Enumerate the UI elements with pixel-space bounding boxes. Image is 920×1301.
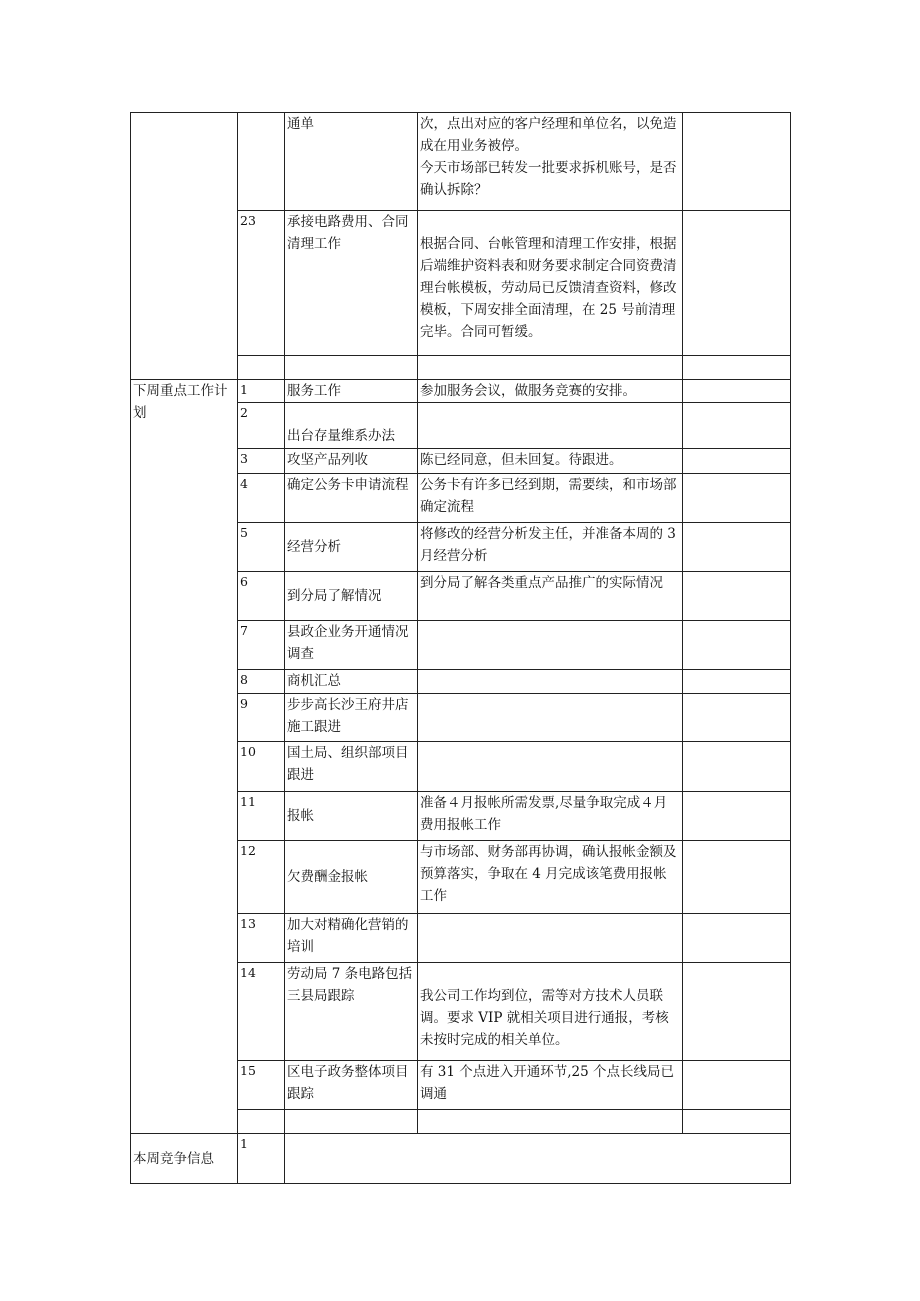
- item-name: 国土局、组织部项目跟进: [285, 742, 418, 792]
- item-remarks: [683, 914, 791, 963]
- item-remarks: [683, 1061, 791, 1110]
- item-remarks: [683, 621, 791, 670]
- item-name: 劳动局 7 条电路包括三县局跟踪: [285, 963, 418, 1061]
- item-description: 陈已经同意，但未回复。待跟进。: [418, 449, 683, 474]
- item-description: [418, 403, 683, 449]
- weekly-report-table: [130, 112, 791, 1184]
- item-name: 确定公务卡申请流程: [285, 474, 418, 523]
- item-number: 11: [238, 792, 285, 841]
- item-name: 通单: [285, 113, 418, 211]
- item-description: [418, 694, 683, 742]
- item-number: 10: [238, 742, 285, 792]
- item-remarks: [683, 113, 791, 211]
- item-description: 到分局了解各类重点产品推广的实际情况: [418, 572, 683, 621]
- item-remarks: [683, 403, 791, 449]
- item-number: 15: [238, 1061, 285, 1110]
- item-description: 参加服务会议，做服务竞赛的安排。: [418, 380, 683, 403]
- item-number: 3: [238, 449, 285, 474]
- item-remarks: [683, 670, 791, 694]
- item-name: 步步高长沙王府井店施工跟进: [285, 694, 418, 742]
- item-remarks: [683, 572, 791, 621]
- item-name: 出台存量维系办法: [285, 403, 418, 449]
- item-name: 承接电路费用、合同清理工作: [285, 211, 418, 356]
- item-description: 我公司工作均到位，需等对方技术人员联调。要求 VIP 就相关项目进行通报，考核未按时完成的相关单位。: [418, 963, 683, 1061]
- item-remarks: [683, 742, 791, 792]
- competition-content: [285, 1134, 791, 1184]
- section-label-next-week: 下周重点工作计划: [131, 380, 238, 1134]
- item-name: 区电子政务整体项目跟踪: [285, 1061, 418, 1110]
- item-name: 欠费酬金报帐: [285, 841, 418, 914]
- item-number: 6: [238, 572, 285, 621]
- item-description: 准备４月报帐所需发票,尽量争取完成４月费用报帐工作: [418, 792, 683, 841]
- item-description: 与市场部、财务部再协调，确认报帐金额及预算落实，争取在 4 月完成该笔费用报帐工作: [418, 841, 683, 914]
- item-remarks: [683, 963, 791, 1061]
- item-description: [418, 621, 683, 670]
- section-label-competition: 本周竞争信息: [131, 1134, 238, 1184]
- item-description: [418, 914, 683, 963]
- item-name: 商机汇总: [285, 670, 418, 694]
- item-number: 8: [238, 670, 285, 694]
- table-row: [131, 113, 791, 211]
- item-remarks: [683, 380, 791, 403]
- item-number: [238, 113, 285, 211]
- item-name: 服务工作: [285, 380, 418, 403]
- item-number: 1: [238, 380, 285, 403]
- item-name: 县政企业务开通情况调查: [285, 621, 418, 670]
- item-name: 到分局了解情况: [285, 572, 418, 621]
- item-number: 5: [238, 523, 285, 572]
- item-remarks: [683, 449, 791, 474]
- item-number: 1: [238, 1134, 285, 1184]
- item-number: 23: [238, 211, 285, 356]
- item-description: 将修改的经营分析发主任，并准备本周的 3 月经营分析: [418, 523, 683, 572]
- item-description: [418, 742, 683, 792]
- item-remarks: [683, 792, 791, 841]
- item-number: 2: [238, 403, 285, 449]
- item-number: 13: [238, 914, 285, 963]
- item-description: 次，点出对应的客户经理和单位名，以免造成在用业务被停。 今天市场部已转发一批要求拆机账号，是否确认拆除？: [418, 113, 683, 211]
- item-remarks: [683, 211, 791, 356]
- item-number: 9: [238, 694, 285, 742]
- item-description: 公务卡有许多已经到期，需要续，和市场部确定流程: [418, 474, 683, 523]
- item-number: 7: [238, 621, 285, 670]
- item-number: 4: [238, 474, 285, 523]
- item-name: 加大对精确化营销的培训: [285, 914, 418, 963]
- section-label-cell: [131, 113, 238, 380]
- item-name: 攻坚产品列收: [285, 449, 418, 474]
- item-name: 经营分析: [285, 523, 418, 572]
- item-description: 根据合同、台帐管理和清理工作安排，根据后端维护资料表和财务要求制定合同资费清理台帐模板，劳动局已反馈清查资料，修改模板，下周安排全面清理，在 25 号前清理完毕。合同可暂缓。: [418, 211, 683, 356]
- item-description: 有 31 个点进入开通环节,25 个点长线局已调通: [418, 1061, 683, 1110]
- table-row: [131, 380, 791, 403]
- item-remarks: [683, 523, 791, 572]
- table-row: [131, 1134, 791, 1184]
- item-remarks: [683, 474, 791, 523]
- item-number: 14: [238, 963, 285, 1061]
- item-name: 报帐: [285, 792, 418, 841]
- item-number: 12: [238, 841, 285, 914]
- item-remarks: [683, 694, 791, 742]
- item-description: [418, 670, 683, 694]
- item-remarks: [683, 841, 791, 914]
